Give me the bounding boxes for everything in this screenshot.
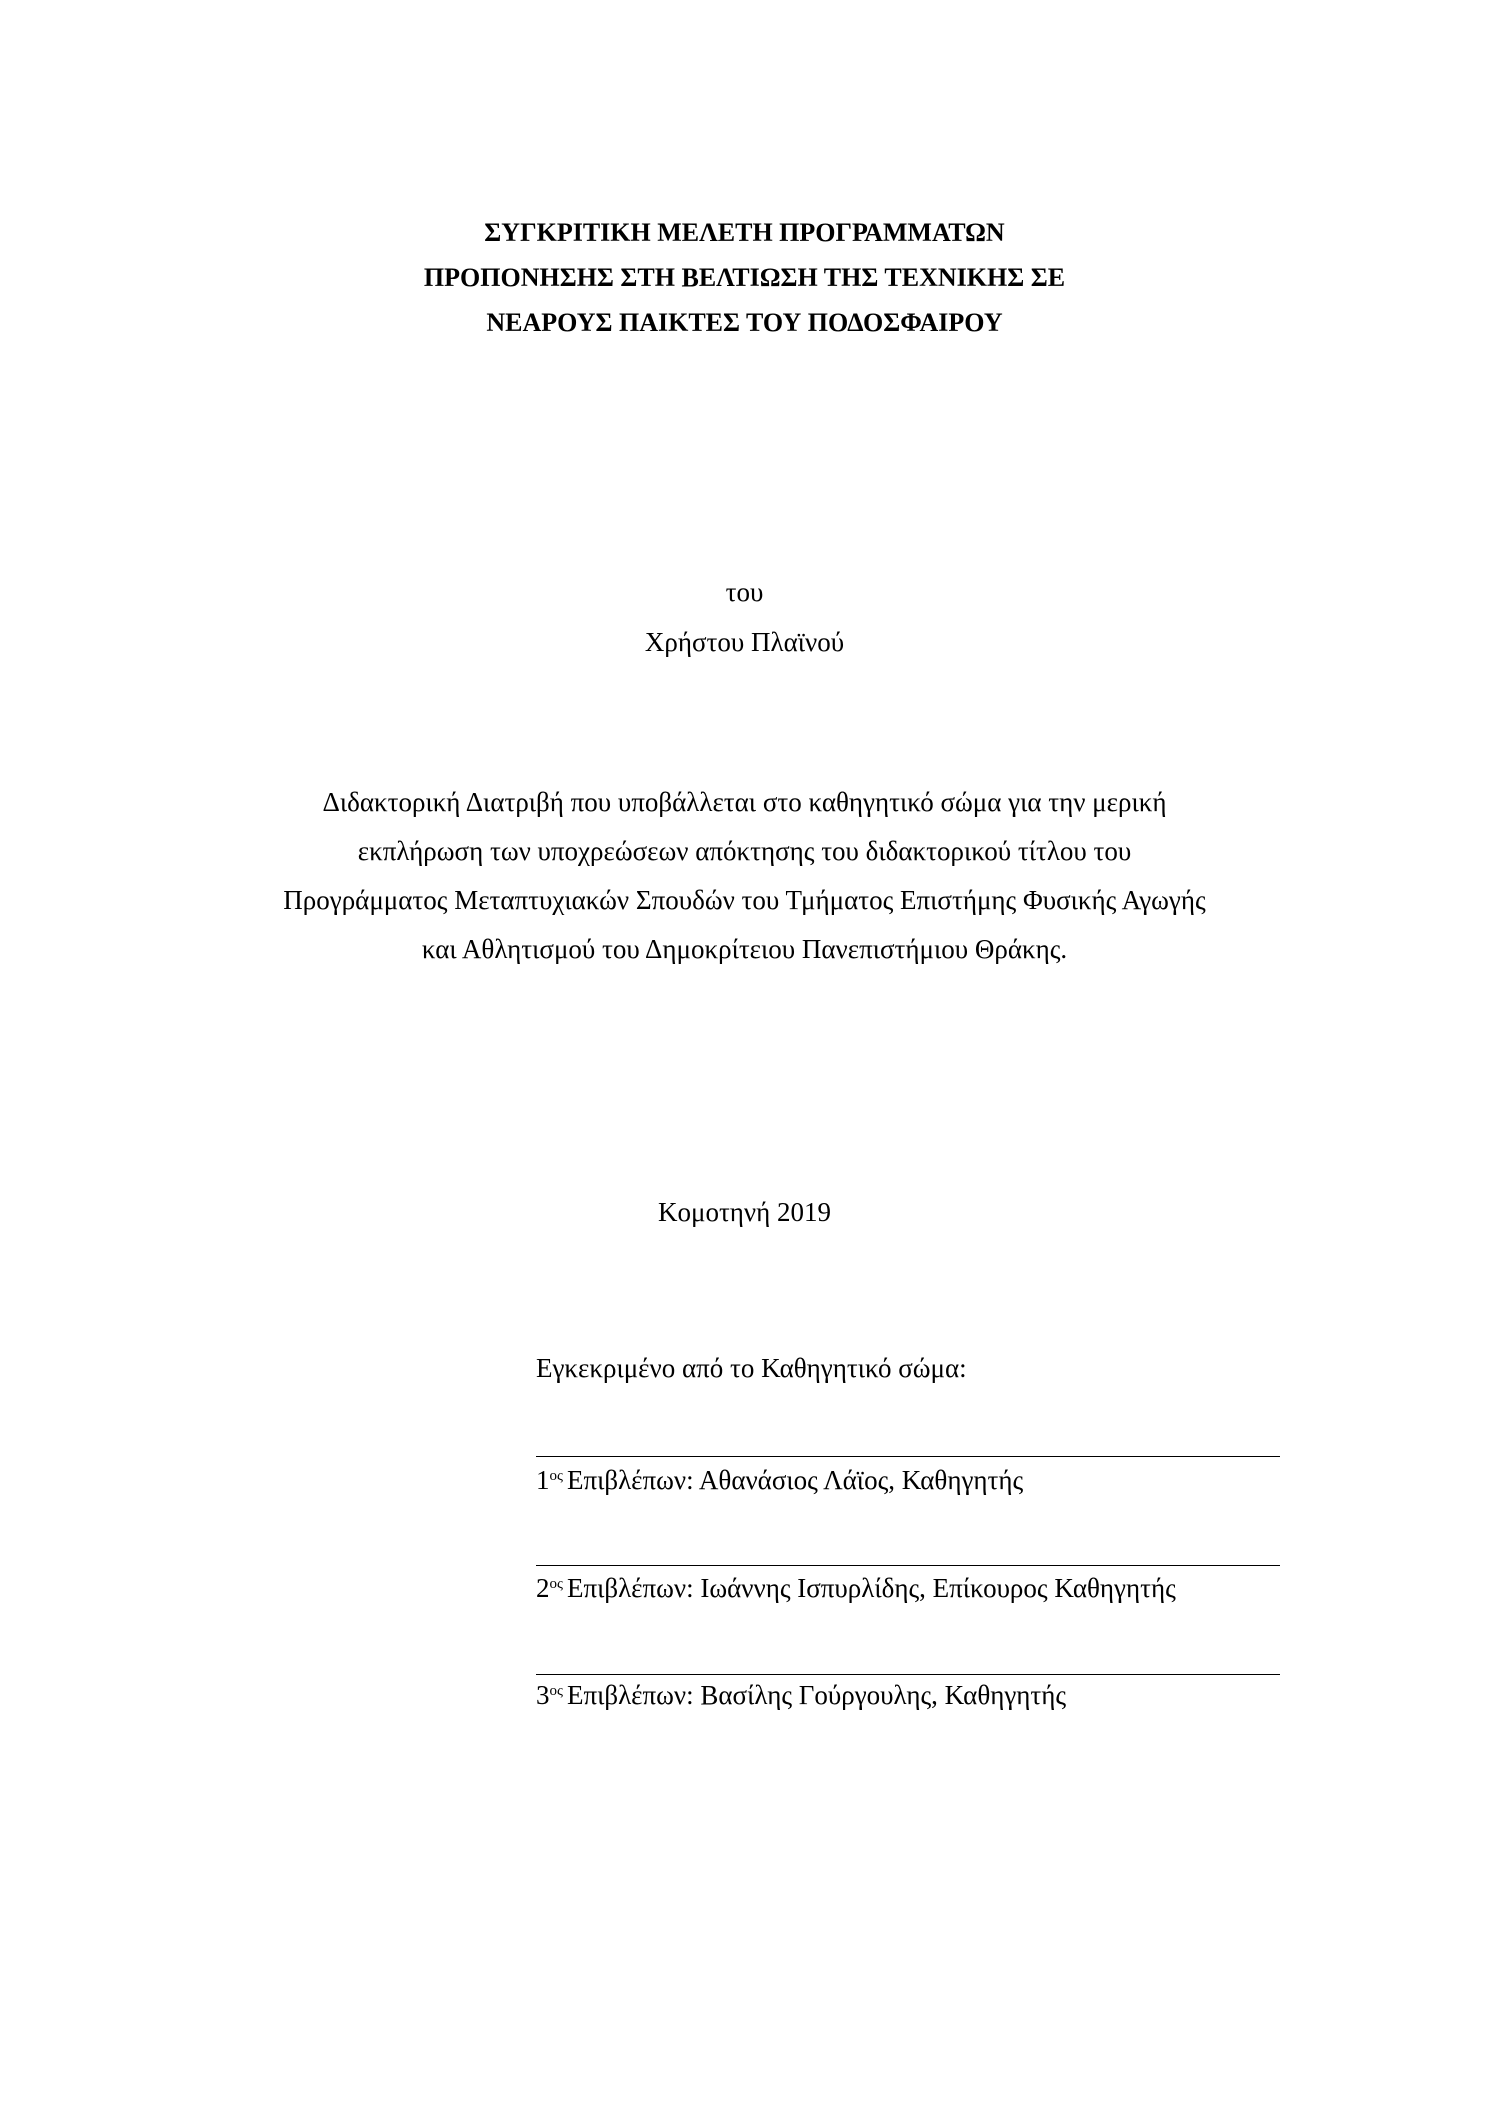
thesis-title [0,210,1489,345]
supervisor-2 [536,1568,1176,1608]
author-name: Χρήστου Πλαϊνού [644,627,845,657]
supervisor-number: 1 [536,1465,550,1495]
thesis-title-line: ΠΡΟΠΟΝΗΣΗΣ ΣΤΗ ΒΕΛΤΙΩΣΗ ΤΗΣ ΤΕΧΝΙΚΗΣ ΣΕ [423,263,1066,292]
supervisor-number: 3 [536,1680,550,1710]
supervisor-ordinal: ος [549,1468,563,1484]
description-line: Προγράμματος Μεταπτυχιακών Σπουδών του Τμήματος Επιστήμης Φυσικής Αγωγής [283,885,1206,915]
description-line: και Αθλητισμού του Δημοκρίτειου Πανεπιστήμιου Θράκης. [421,934,1068,964]
signature-line [536,1565,1280,1566]
thesis-title-line: ΝΕΑΡΟΥΣ ΠΑΙΚΤΕΣ ΤΟΥ ΠΟΔΟΣΦΑΙΡΟΥ [486,308,1003,337]
author-prefix: του [725,577,764,607]
thesis-description [0,778,1489,974]
supervisor-ordinal: ος [549,1576,563,1592]
supervisor-number: 2 [536,1573,550,1603]
supervisor-1 [536,1460,1023,1500]
description-line: Διδακτορική Διατριβή που υποβάλλεται στο καθηγητικό σώμα για την μερική [322,787,1167,817]
supervisor-text: Επιβλέπων: Βασίλης Γούργουλης, Καθηγητής [566,1680,1067,1710]
signature-line [536,1456,1280,1457]
approval-heading: Εγκεκριμένο από το Καθηγητικό σώμα: [536,1353,967,1383]
supervisor-ordinal: ος [549,1683,563,1699]
supervisor-text: Επιβλέπων: Ιωάννης Ισπυρλίδης, Επίκουρος Καθηγητής [566,1573,1176,1603]
supervisor-3 [536,1675,1066,1715]
supervisor-text: Επιβλέπων: Αθανάσιος Λάϊος, Καθηγητής [566,1465,1024,1495]
description-line: εκπλήρωση των υποχρεώσεων απόκτησης του διδακτορικού τίτλου του [357,836,1132,866]
thesis-title-line: ΣΥΓΚΡΙΤΙΚΗ ΜΕΛΕΤΗ ΠΡΟΓΡΑΜΜΑΤΩΝ [484,218,1005,247]
place-year: Κομοτηνή 2019 [657,1197,832,1227]
